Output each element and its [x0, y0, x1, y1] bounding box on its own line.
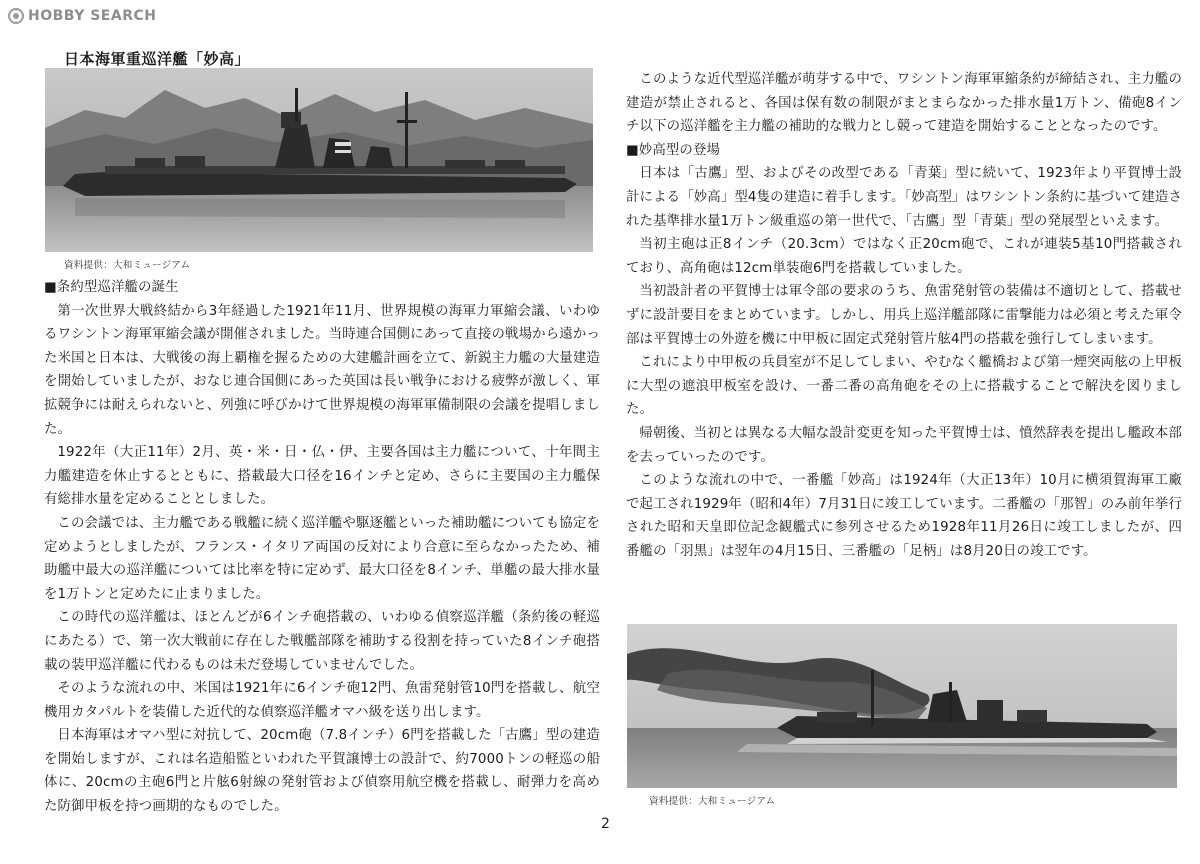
paragraph: 帰朝後、当初とは異なる大幅な設計変更を知った平賀博士は、憤然辞表を提出し艦政本部を去っていったのです。 — [626, 425, 1182, 465]
section-heading-treaty-cruiser: ■条約型巡洋艦の誕生 — [44, 280, 179, 295]
paragraph: 日本は「古鷹」型、およびその改型である「青葉」型に続いて、1923年より平賀博士設計による「妙高」型4隻の建造に着手します。「妙高型」はワシントン条約に基づいて建造された基準排水量1万トン級重巡の第一世代で、「古鷹」型「青葉」型の発展型といえます。 — [626, 166, 1182, 229]
paragraph: 1922年（大正11年）2月、英・米・日・仏・伊、主要各国は主力艦について、十年間主力艦建造を休止するとともに、搭載最大口径を16インチと定め、さらに主要国の主力艦保有総排水量を定めることとしました。 — [44, 445, 600, 508]
paragraph: 当初主砲は正8インチ（20.3cm）ではなく正20cm砲で、これが連装5基10門搭載されており、高角砲は12cm単装砲6門を搭載していました。 — [626, 237, 1182, 276]
paragraph: 第一次世界大戦終結から3年経過した1921年11月、世界規模の海軍力軍縮会議、いわゆるワシントン海軍軍縮会議が開催されました。当時連合国側にあって直接の戦場から遠かった米国と日本は、大戦後の海上覇権を握るための大建艦計画を立て、新鋭主力艦の大量建造を開始していましたが、おなじ連合国側にあった英国は長い戦争における疲弊が激しく、軍拡競争には耐えられないと、列強に呼びかけて世界規模の海軍軍備制限の会議を提唱しました。 — [44, 303, 600, 437]
article-title: 日本海軍重巡洋艦「妙高」 — [64, 50, 251, 68]
warship-underway-icon — [627, 624, 1177, 788]
paragraph-intro: このような近代型巡洋艦が萌芽する中で、ワシントン海軍軍縮条約が締結され、主力艦の建造が禁止されると、各国は保有数の制限がまとまらなかった排水量1万トン、備砲8インチ以下の巡洋艦を主力艦の補助的な戦力とし競って建造を開始することとなったのです。 — [626, 72, 1182, 135]
cruiser-photo-anchored — [45, 68, 593, 252]
logo-mark-icon — [8, 8, 24, 24]
cruiser-photo-underway — [627, 624, 1177, 788]
logo-text: HOBBY SEARCH — [28, 8, 157, 24]
paragraph: これにより中甲板の兵員室が不足してしまい、やむなく艦橋および第一煙突両舷の上甲板に大型の遮浪甲板室を設け、一番二番の高角砲をその上に搭載することで解決を図りました。 — [626, 355, 1182, 418]
paragraph: そのような流れの中、米国は1921年に6インチ砲12門、魚雷発射管10門を搭載し、航空機用カタパルトを装備した近代的な偵察巡洋艦オマハ級を送り出します。 — [44, 681, 600, 720]
right-column — [626, 68, 1182, 563]
section-heading-myoko-class: ■妙高型の登場 — [626, 142, 721, 158]
paragraph: この時代の巡洋艦は、ほとんどが6インチ砲搭載の、いわゆる偵察巡洋艦（条約後の軽巡にあたる）で、第一次大戦前に存在した戦艦部隊を補助する役割を持っていた8インチ砲搭載の装甲巡洋艦に代わるものは未だ登場していませんでした。 — [44, 610, 600, 673]
site-logo — [8, 6, 156, 26]
photo1-caption: 資料提供：大和ミュージアム — [64, 260, 191, 271]
page-number: 2 — [601, 816, 610, 832]
warship-anchored-icon — [45, 68, 593, 252]
paragraph: 日本海軍はオマハ型に対抗して、20cm砲（7.8インチ）6門を搭載した「古鷹」型の建造を開始しますが、これは名造船監といわれた平賀譲博士の設計で、約7000トンの軽巡の船体に、20cmの主砲6門と片舷6射線の発射管および偵察用航空機を搭載し、耐弾力を高めた防御甲板を持つ画期的なものでした。 — [44, 728, 600, 815]
paragraph: 当初設計者の平賀博士は軍令部の要求のうち、魚雷発射管の装備は不適切として、搭載せずに設計要目をまとめています。しかし、用兵上巡洋艦部隊に雷撃能力は必須と考えた軍令部は平賀博士の外遊を機に中甲板に固定式発射管片舷4門の搭載を強行してしまいます。 — [626, 284, 1182, 347]
paragraph: このような流れの中で、一番艦「妙高」は1924年（大正13年）10月に横須賀海軍工廠で起工され1929年（昭和4年）7月31日に竣工しています。二番艦の「那智」のみ前年挙行された昭和天皇即位記念観艦式に参列させるため1928年11月26日に竣工しましたが、四番艦の「羽黒」は翌年の4月15日、三番艦の「足柄」は8月20日の竣工です。 — [626, 473, 1182, 559]
paragraph: この会議では、主力艦である戦艦に続く巡洋艦や駆逐艦といった補助艦についても協定を定めようとしましたが、フランス・イタリア両国の反対により合意に至らなかったため、補助艦中最大の巡洋艦については比率を特に定めず、最大口径を8インチ、単艦の最大排水量を1万トンと定めたに止まりました。 — [44, 515, 600, 602]
left-column — [44, 276, 600, 819]
photo2-caption: 資料提供：大和ミュージアム — [649, 796, 776, 807]
